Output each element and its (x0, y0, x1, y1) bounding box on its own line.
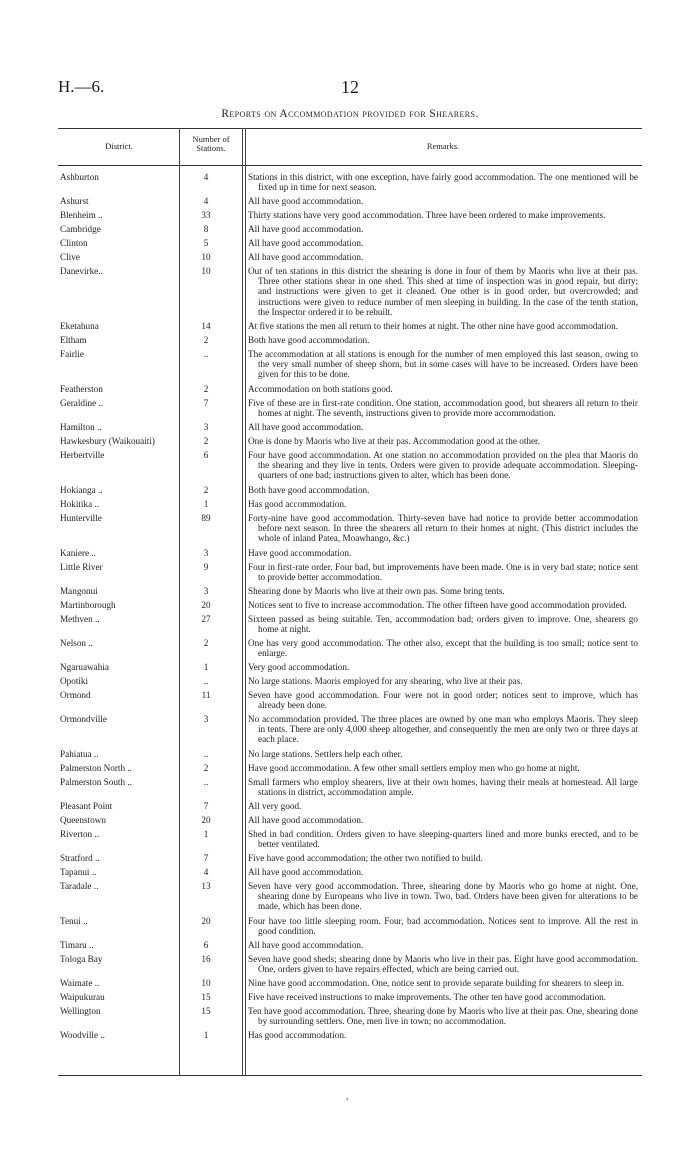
district-cell: Geraldine .. (60, 398, 104, 408)
remarks-cell: All have good accommodation. (248, 224, 364, 234)
stations-cell: 4 (203, 867, 209, 877)
district-cell: Tologa Bay (60, 954, 103, 964)
remarks-cell: Five of these are in first-rate condition. One station, accommodation good, but shearers all return to their homes at night. The seventh, instructions given to provide more accommodation. (248, 398, 638, 419)
stations-cell: 3 (203, 714, 209, 724)
stations-cell: 2 (203, 335, 209, 345)
district-cell: Hokitika .. (60, 499, 100, 509)
stations-cell: 15 (201, 992, 211, 1002)
stations-cell: 10 (201, 266, 211, 276)
column-header-district: District. (105, 141, 133, 151)
remarks-cell: No accommodation provided. The three places are owned by one man who employs Maoris. They sleep in tents. There are only 4,000 sheep altogether, and consequently the men are only two or three days at each place. (248, 714, 638, 745)
remarks-cell: Out of ten stations in this district the shearing is done in four of them by Maoris who live at their pas. Three other stations shear in one shed. This shed at time of inspection was in good repair, but dirty; and instructions were given to get it cleaned. One other is in good order, but overcrowded; and instructions were given to reduce number of men sleeping in building. In the case of the tenth station, the Inspector ordered it to be rebuilt. (248, 266, 638, 317)
stations-cell: 2 (203, 436, 209, 446)
table-title: Reports on Accommodation provided for Shearers. (221, 108, 479, 120)
stations-cell: .. (203, 749, 209, 759)
remarks-cell: Both have good accommodation. (248, 335, 370, 345)
remarks-cell: Forty-nine have good accommodation. Thirty-seven have had notice to provide better accommodation before next season. In three the shearers all return to their homes at night. (This district includes the whole of inland Patea, Moawhango, &c.) (248, 513, 638, 544)
remarks-cell: All have good accommodation. (248, 238, 364, 248)
stations-cell: 1 (203, 662, 209, 672)
district-cell: Hawkesbury (Waikouaiti) (60, 436, 155, 446)
remarks-cell: Stations in this district, with one exception, have fairly good accommodation. The one mentioned will be fixed up in time for next season. (248, 172, 638, 193)
district-cell: Hunterville (60, 513, 102, 523)
district-cell: Eketahuna (60, 321, 99, 331)
district-cell: Nelson .. (60, 638, 93, 648)
stations-cell: 20 (201, 815, 211, 825)
remarks-cell: No large stations. Maoris employed for any shearing, who live at their pas. (248, 676, 523, 686)
district-cell: Ngaruawahia (60, 662, 109, 672)
district-cell: Pleasant Point (60, 801, 113, 811)
remarks-cell: The accommodation at all stations is enough for the number of men employed this last season, owing to the very small number of sheep shorn, but in some cases will have to be increased. Orders have been given for this to be done. (248, 349, 638, 380)
district-cell: Blenheim .. (60, 210, 103, 220)
remarks-cell: Have good accommodation. A few other small settlers employ men who go home at night. (248, 763, 580, 773)
remarks-cell: All have good accommodation. (248, 252, 364, 262)
remarks-cell: All have good accommodation. (248, 940, 364, 950)
district-cell: Martinborough (60, 600, 116, 610)
district-cell: Featherston (60, 384, 103, 394)
stations-cell: 3 (203, 586, 209, 596)
remarks-cell: All have good accommodation. (248, 422, 364, 432)
district-cell: Eltham (60, 335, 87, 345)
page-reference: H.—6. (58, 77, 105, 96)
stations-cell: 2 (203, 384, 209, 394)
stations-cell: 27 (201, 614, 211, 624)
district-cell: Hokianga .. (60, 485, 103, 495)
stations-cell: 7 (203, 398, 209, 408)
remarks-cell: All very good. (248, 801, 302, 811)
remarks-cell: Five have good accommodation; the other two notified to build. (248, 853, 483, 863)
district-cell: Palmerston North .. (60, 763, 132, 773)
district-cell: Stratford .. (60, 853, 100, 863)
remarks-cell: No large stations. Settlers help each other. (248, 749, 403, 759)
remarks-cell: Has good accommodation. (248, 499, 347, 509)
stations-cell: .. (203, 349, 209, 359)
remarks-cell: Shearing done by Maoris who live at their own pas. Some bring tents. (248, 586, 505, 596)
stations-cell: 3 (203, 548, 209, 558)
remarks-cell: Small farmers who employ shearers, live at their own homes, having their meals at homestead. All large stations in district, accommodation ample. (248, 777, 638, 798)
district-cell: Ormond (60, 690, 91, 700)
stations-cell: 20 (201, 600, 211, 610)
district-cell: Hamilton .. (60, 422, 102, 432)
stations-cell: 7 (203, 853, 209, 863)
district-cell: Tapanui .. (60, 867, 97, 877)
stations-cell: 9 (203, 562, 209, 572)
district-cell: Danevirke.. (60, 266, 103, 276)
stations-cell: 4 (203, 172, 209, 182)
stations-cell: 6 (203, 940, 209, 950)
page-number: 12 (341, 77, 359, 97)
stations-cell: 13 (201, 881, 211, 891)
district-cell: Waipukurau (60, 992, 105, 1002)
remarks-cell: Very good accommodation. (248, 662, 350, 672)
stations-cell: 1 (203, 829, 209, 839)
stations-cell: 1 (203, 1030, 209, 1040)
remarks-cell: Five have received instructions to make improvements. The other ten have good accommodation. (248, 992, 607, 1002)
district-cell: Queenstown (60, 815, 106, 825)
district-cell: Ashurst (60, 196, 89, 206)
stations-cell: 33 (201, 210, 211, 220)
stations-cell: 2 (203, 638, 209, 648)
stations-cell: 4 (203, 196, 209, 206)
remarks-cell: Accommodation on both stations good. (248, 384, 393, 394)
district-cell: Woodville .. (60, 1030, 105, 1040)
stations-cell: 10 (201, 978, 211, 988)
district-cell: Cambridge (60, 224, 101, 234)
remarks-cell: All have good accommodation. (248, 196, 364, 206)
page-mark: , (346, 1091, 349, 1101)
district-cell: Ashburton (60, 172, 99, 182)
remarks-cell: Has good accommodation. (248, 1030, 347, 1040)
district-cell: Tenui .. (60, 916, 88, 926)
remarks-cell: Sixteen passed as being suitable. Ten, accommodation bad; orders given to improve. One, shearers go home at night. (248, 614, 638, 635)
remarks-cell: One is done by Maoris who live at their pas. Accommodation good at the other. (248, 436, 540, 446)
remarks-cell: All have good accommodation. (248, 815, 364, 825)
remarks-cell: Shed in bad condition. Orders given to have sleeping-quarters lined and more bunks erected, and to be better ventilated. (248, 829, 638, 850)
district-cell: Clinton (60, 238, 88, 248)
stations-cell: 5 (203, 238, 209, 248)
remarks-cell: At five stations the men all return to their homes at night. The other nine have good accommodation. (248, 321, 619, 331)
district-cell: Wellington (60, 1006, 101, 1016)
remarks-cell: Seven have very good accommodation. Three, shearing done by Maoris who go home at night. One, shearing done by Europeans who live in town. Two, bad. Orders have been given for alterations to be made, which has been done. (248, 881, 638, 912)
district-cell: Methven .. (60, 614, 100, 624)
remarks-cell: One has very good accommodation. The other also, except that the building is too small; notice sent to enlarge. (248, 638, 638, 659)
column-header-stations: Number of Stations. (192, 134, 230, 153)
stations-cell: 20 (201, 916, 211, 926)
district-cell: Opotiki (60, 676, 89, 686)
district-cell: Ormondville (60, 714, 107, 724)
stations-cell: 6 (203, 450, 209, 460)
stations-cell: 11 (201, 690, 211, 700)
stations-cell: 1 (203, 499, 209, 509)
district-cell: Mangonui (60, 586, 98, 596)
district-cell: Fairlie (60, 349, 84, 359)
remarks-cell: Seven have good accommodation. Four were not in good order; notices sent to improve, which has already been done. (248, 690, 638, 711)
district-cell: Waimate .. (60, 978, 100, 988)
district-cell: Kaniere .. (60, 548, 96, 558)
stations-cell: 10 (201, 252, 211, 262)
district-cell: Herbertville (60, 450, 105, 460)
stations-cell: 3 (203, 422, 209, 432)
district-cell: Little River (60, 562, 103, 572)
stations-cell: 7 (203, 801, 209, 811)
stations-cell: 16 (201, 954, 211, 964)
district-cell: Palmerston South .. (60, 777, 132, 787)
stations-cell: 2 (203, 485, 209, 495)
remarks-cell: Nine have good accommodation. One, notice sent to provide separate building for shearers to sleep in. (248, 978, 625, 988)
district-cell: Clive (60, 252, 80, 262)
remarks-cell: Four in first-rate order. Four bad, but improvements have been made. One is in very bad state; notice sent to provide better accommodation. (248, 562, 638, 583)
remarks-cell: All have good accommodation. (248, 867, 364, 877)
remarks-cell: Four have good accommodation. At one station no accommodation provided on the plea that Maoris do the shearing and they live in tents. Orders were given to provide adequate accommodation. Sleeping-quarters of one bad; instructions given to alter, which has been done. (248, 450, 638, 481)
stations-cell: 14 (201, 321, 211, 331)
remarks-cell: Have good accommodation. (248, 548, 352, 558)
stations-cell: 89 (201, 513, 211, 523)
district-cell: Riverton .. (60, 829, 100, 839)
stations-cell: 2 (203, 763, 209, 773)
column-header-remarks: Remarks. (426, 141, 460, 151)
remarks-cell: Ten have good accommodation. Three, shearing done by Maoris who live at their pas. One, shearing done by surrounding settlers. One, men live in town; no accommodation. (248, 1006, 638, 1027)
remarks-cell: Notices sent to five to increase accommodation. The other fifteen have good accommodation provided. (248, 600, 627, 610)
remarks-cell: Seven have good sheds; shearing done by Maoris who live in their pas. Eight have good accommodation. One, orders given to have repairs effected, which are being carried out. (248, 954, 638, 975)
remarks-cell: Thirty stations have very good accommodation. Three have been ordered to make improvements. (248, 210, 606, 220)
remarks-cell: Both have good accommodation. (248, 485, 370, 495)
stations-cell: 15 (201, 1006, 211, 1016)
district-cell: Pahiatua .. (60, 749, 99, 759)
stations-cell: .. (203, 676, 209, 686)
district-cell: Timaru .. (60, 940, 94, 950)
district-cell: Taradale .. (60, 881, 99, 891)
remarks-cell: Four have too little sleeping room. Four, bad accommodation. Notices sent to improve. All the rest in good condition. (248, 916, 638, 937)
stations-cell: 8 (203, 224, 209, 234)
stations-cell: .. (203, 777, 209, 787)
